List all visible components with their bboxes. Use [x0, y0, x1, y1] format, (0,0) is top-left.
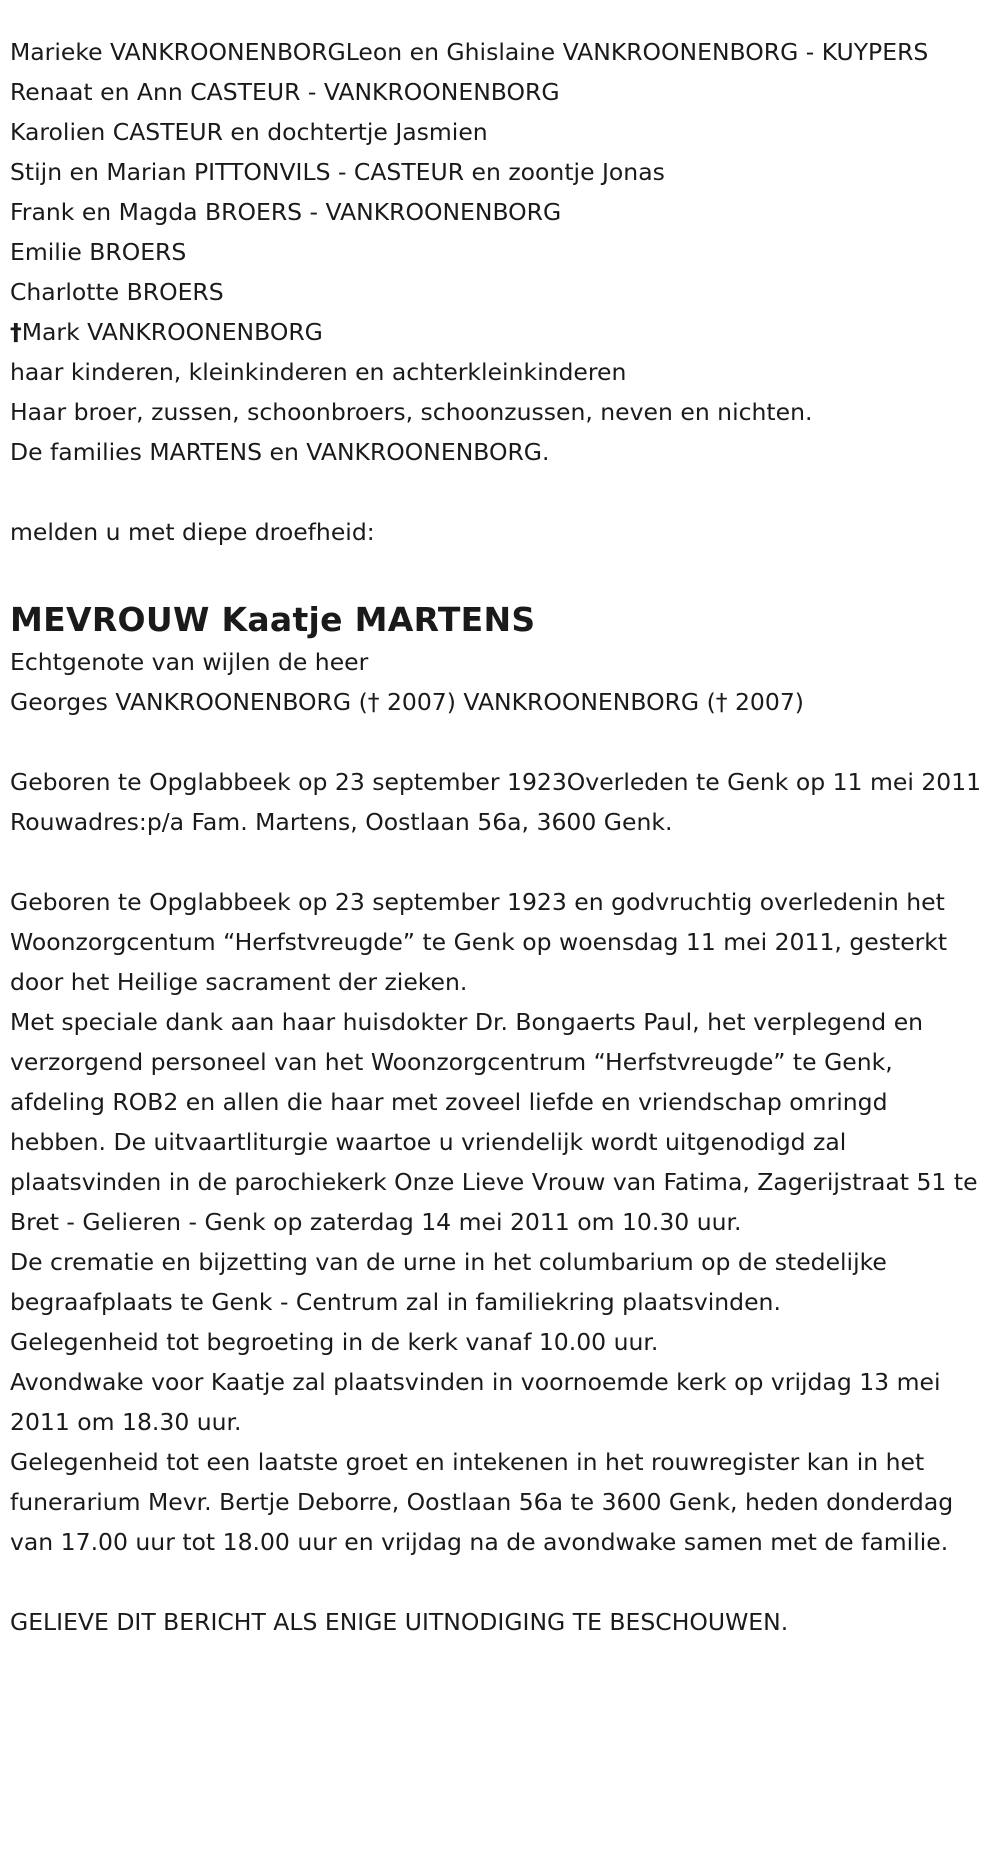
obituary-body	[10, 882, 990, 1562]
mourner-line: Emilie BROERS	[10, 238, 187, 266]
dates-info	[10, 762, 990, 842]
body-paragraph: Geboren te Opglabbeek op 23 september 1923 en godvruchtig overledenin het Woonzorgcentum “Herfstvreugde” te Genk op woensdag 11 mei 2011, gesterkt door het Heilige sacrament der zieken.	[10, 888, 948, 996]
deceased-title: MEVROUW Kaatje MARTENS	[10, 600, 536, 639]
spouse-line-2: Georges VANKROONENBORG († 2007) VANKROONENBORG († 2007)	[10, 688, 804, 716]
body-paragraph: De crematie en bijzetting van de urne in het columbarium op de stedelijke begraafplaats te Genk - Centrum zal in familiekring plaatsvinden.	[10, 1248, 887, 1316]
mourner-closing-line: Haar broer, zussen, schoonbroers, schoonzussen, neven en nichten.	[10, 398, 813, 426]
spouse-line-1: Echtgenote van wijlen de heer	[10, 648, 369, 676]
spacer	[10, 1562, 990, 1602]
announcement-text: melden u met diepe droefheid:	[10, 518, 375, 546]
footer-notice: GELIEVE DIT BERICHT ALS ENIGE UITNODIGING TE BESCHOUWEN.	[10, 1608, 789, 1636]
spacer	[10, 722, 990, 762]
mourning-address: Rouwadres:p/a Fam. Martens, Oostlaan 56a, 3600 Genk.	[10, 808, 673, 836]
mourner-line: Karolien CASTEUR en dochtertje Jasmien	[10, 118, 488, 146]
spacer	[10, 472, 990, 512]
mourner-line-deceased	[10, 312, 990, 352]
mourner-line: Renaat en Ann CASTEUR - VANKROONENBORG	[10, 78, 560, 106]
spacer	[10, 842, 990, 882]
body-paragraph: Met speciale dank aan haar huisdokter Dr. Bongaerts Paul, het verplegend en verzorgend personeel van het Woonzorgcentrum “Herfstvreugde” te Genk, afdeling ROB2 en allen die haar met zoveel liefde en vriendschap omringd hebben. De uitvaartliturgie waartoe u vriendelijk wordt uitgenodigd zal plaatsvinden in de parochiekerk Onze Lieve Vrouw van Fatima, Zagerijstraat 51 te Bret - Gelieren - Genk op zaterdag 14 mei 2011 om 10.30 uur.	[10, 1008, 978, 1236]
mourner-closing-line: haar kinderen, kleinkinderen en achterkleinkinderen	[10, 358, 627, 386]
mourners-list	[10, 32, 990, 472]
mourner-closing-line: De families MARTENS en VANKROONENBORG.	[10, 438, 550, 466]
mourner-line: Frank en Magda BROERS - VANKROONENBORG	[10, 198, 562, 226]
mourner-line: Stijn en Marian PITTONVILS - CASTEUR en zoontje Jonas	[10, 158, 665, 186]
body-paragraph: Gelegenheid tot begroeting in de kerk vanaf 10.00 uur.	[10, 1328, 659, 1356]
cross-icon: †	[10, 318, 22, 346]
body-paragraph: Gelegenheid tot een laatste groet en intekenen in het rouwregister kan in het funerarium Mevr. Bertje Deborre, Oostlaan 56a te 3600 Genk, heden donderdag van 17.00 uur tot 18.00 uur en vrijdag na de avondwake samen met de familie.	[10, 1448, 954, 1556]
body-paragraph: Avondwake voor Kaatje zal plaatsvinden in voornoemde kerk op vrijdag 13 mei 2011 om 18.30 uur.	[10, 1368, 941, 1436]
spacer	[10, 552, 990, 592]
birth-death-line: Geboren te Opglabbeek op 23 september 1923Overleden te Genk op 11 mei 2011	[10, 768, 982, 796]
deceased-mourner-name: Mark VANKROONENBORG	[21, 318, 323, 346]
mourner-line: Charlotte BROERS	[10, 278, 224, 306]
spouse-info	[10, 642, 990, 722]
mourner-line: Marieke VANKROONENBORGLeon en Ghislaine VANKROONENBORG - KUYPERS	[10, 38, 929, 66]
